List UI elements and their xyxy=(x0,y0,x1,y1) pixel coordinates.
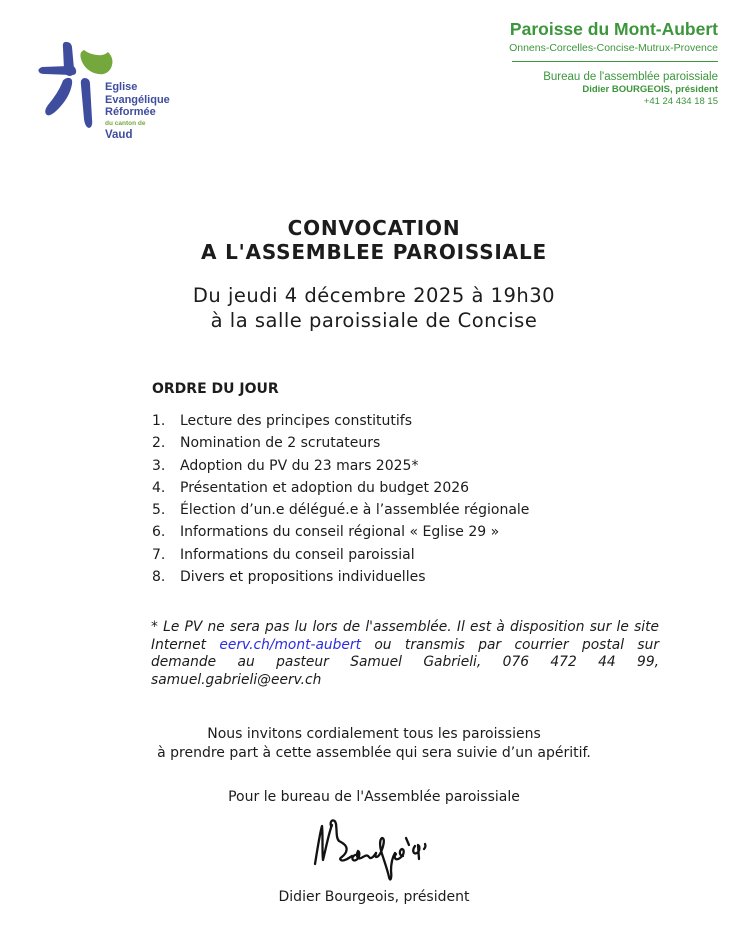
phone-number: +41 24 434 18 15 xyxy=(643,96,718,107)
signatory-name: Didier Bourgeois, président xyxy=(278,889,470,905)
logo-line-eglise: Eglise xyxy=(105,81,138,93)
logo-line-evangelique: Evangélique xyxy=(105,93,170,106)
agenda-item-number: 5. xyxy=(152,502,166,519)
closing-on-behalf: Pour le bureau de l'Assemblée paroissiale xyxy=(228,789,520,805)
mont-aubert-link[interactable]: eerv.ch/mont-aubert xyxy=(219,636,361,653)
bureau-label: Bureau de l'assemblée paroissiale xyxy=(543,71,718,83)
agenda-item-number: 8. xyxy=(152,569,166,586)
agenda-item xyxy=(152,435,672,457)
agenda-item xyxy=(152,458,672,480)
event-date: Du jeudi 4 décembre 2025 à 19h30 xyxy=(192,284,556,307)
eerv-brush-cross-icon xyxy=(36,40,116,132)
agenda-item-number: 7. xyxy=(152,546,166,563)
handwritten-signature-icon xyxy=(308,815,440,883)
agenda-item-number: 2. xyxy=(152,435,166,452)
parish-villages: Onnens-Corcelles-Concise-Mutrux-Provence xyxy=(509,42,718,54)
agenda-item-text: Présentation et adoption du budget 2026 xyxy=(180,479,470,496)
agenda-item-text: Nomination de 2 scrutateurs xyxy=(180,435,381,452)
agenda-item-number: 3. xyxy=(152,457,166,474)
agenda-item-text: Informations du conseil régional « Eglise 29 » xyxy=(180,524,500,541)
agenda-item-text: Élection d’un.e délégué.e à l’assemblée régionale xyxy=(180,502,530,519)
invitation-line-1: Nous invitons cordialement tous les paroissiens xyxy=(207,726,541,742)
agenda-heading: ORDRE DU JOUR xyxy=(152,381,279,397)
agenda-item-number: 6. xyxy=(152,524,166,541)
agenda-item-number: 1. xyxy=(152,413,166,429)
agenda-item-text: Informations du conseil paroissial xyxy=(180,546,415,563)
eerv-logo xyxy=(36,40,206,155)
agenda-item-number: 4. xyxy=(152,479,166,496)
letterhead xyxy=(418,19,718,108)
footnote-text-before: * Le PV ne sera pas lu lors de l'assemblée. Il est à disposition sur le site Internet xyxy=(151,619,659,653)
eerv-logo-wordmark xyxy=(105,81,170,141)
event-place: à la salle paroissiale de Concise xyxy=(210,309,538,332)
signature-area xyxy=(0,815,748,883)
letterhead-divider xyxy=(512,61,718,62)
invitation-line-2: à prendre part à cette assemblée qui sera suivie d’un apéritif. xyxy=(157,744,591,761)
pv-footnote xyxy=(151,619,659,689)
document-title xyxy=(0,216,748,264)
agenda-item-text: Lecture des principes constitutifs xyxy=(180,413,412,429)
agenda-item xyxy=(152,524,672,546)
logo-line-reformee: Réformée xyxy=(105,106,156,118)
president-name: Didier BOURGEOIS, président xyxy=(582,84,718,95)
event-details xyxy=(0,283,748,333)
title-line-1: CONVOCATION xyxy=(287,216,461,240)
title-line-2: A L'ASSEMBLEE PAROISSIALE xyxy=(201,240,547,264)
agenda-item xyxy=(152,547,672,569)
agenda-item xyxy=(152,502,672,524)
agenda-item xyxy=(152,413,672,435)
parish-name: Paroisse du Mont-Aubert xyxy=(509,19,718,39)
agenda-list xyxy=(152,413,672,591)
logo-line-vaud: Vaud xyxy=(105,128,133,141)
agenda-item xyxy=(152,569,672,591)
footnote-text-after: ou transmis par courrier postal sur demande au pasteur Samuel Gabrieli, 076 472 44 99, samuel.gabrieli@eerv.ch xyxy=(151,636,659,688)
agenda-item xyxy=(152,480,672,502)
invitation-text xyxy=(0,725,748,762)
agenda-item-text: Adoption du PV du 23 mars 2025* xyxy=(180,457,419,474)
agenda-item-text: Divers et propositions individuelles xyxy=(180,569,426,586)
logo-line-canton: du canton de xyxy=(105,119,146,127)
